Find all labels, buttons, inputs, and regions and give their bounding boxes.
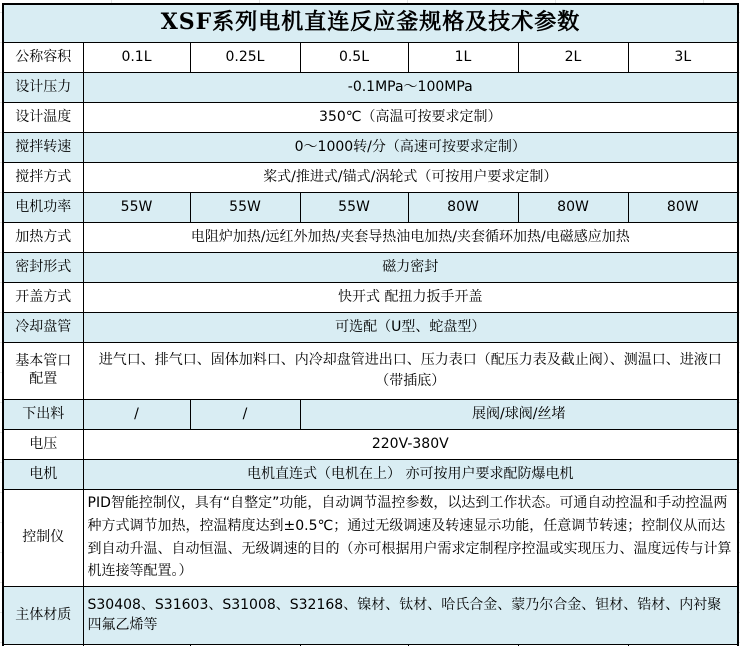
design-pressure-value: -0.1MPa～100MPa (83, 72, 738, 102)
nominal-volume-value-1: 0.1L (83, 42, 190, 72)
row-label-motor: 电机 (3, 459, 83, 489)
voltage-value: 220V-380V (83, 429, 738, 459)
row-label-cooling-coil: 冷却盘管 (3, 312, 83, 342)
row-label-motor-power: 电机功率 (3, 192, 83, 222)
row-label-bottom-discharge: 下出料 (3, 399, 83, 429)
row-label-opening-method: 开盖方式 (3, 282, 83, 312)
seal-type-value: 磁力密封 (83, 252, 738, 282)
motor-value: 电机直连式（电机在上） 亦可按用户要求配防爆电机 (83, 459, 738, 489)
nominal-volume-value-5: 2L (518, 42, 628, 72)
row-label-design-pressure: 设计压力 (3, 72, 83, 102)
row-label-controller: 控制仪 (3, 489, 83, 586)
bottom-discharge-value-1: / (83, 399, 190, 429)
design-temperature-value: 350℃（高温可按要求定制） (83, 102, 738, 132)
bottom-discharge-value-2: / (190, 399, 300, 429)
motor-power-value-6: 80W (628, 192, 738, 222)
row-label-design-temperature: 设计温度 (3, 102, 83, 132)
row-label-port-configuration: 基本管口配置 (3, 342, 83, 399)
motor-power-value-1: 55W (83, 192, 190, 222)
controller-value: PID智能控制仪，具有“自整定”功能，自动调节温控参数，以达到工作状态。可通自动控温和手动控温两种方式调节加热，控温精度达到±0.5℃；通过无级调速及转速显示功能，任意调节转速；控制仪从而达到自动升温、自动恒温、无级调速的目的（亦可根据用户需求定制程序控温或实现压力、温度远传与计算机连接等配置。） (83, 489, 738, 586)
nominal-volume-value-2: 0.25L (190, 42, 300, 72)
port-configuration-value: 进气口、排气口、固体加料口、内冷却盘管进出口、压力表口（配压力表及截止阀）、测温口、进液口（带插底） (83, 342, 738, 399)
row-label-voltage: 电压 (3, 429, 83, 459)
stirring-speed-value: 0～1000转/分（高速可按要求定制） (83, 132, 738, 162)
heating-method-value: 电阻炉加热/远红外加热/夹套导热油电加热/夹套循环加热/电磁感应加热 (83, 222, 738, 252)
cooling-coil-value: 可选配（U型、蛇盘型） (83, 312, 738, 342)
main-material-value: S30408、S31603、S31008、S32168、镍材、钛材、哈氏合金、蒙乃尔合金、钽材、锆材、内衬聚四氟乙烯等 (83, 586, 738, 644)
stirring-type-value: 桨式/推进式/锚式/涡轮式（可按用户要求定制） (83, 162, 738, 192)
row-label-main-material: 主体材质 (3, 586, 83, 644)
row-label-seal-type: 密封形式 (3, 252, 83, 282)
row-label-heating-method: 加热方式 (3, 222, 83, 252)
nominal-volume-value-4: 1L (408, 42, 518, 72)
bottom-discharge-merged-value: 展阀/球阀/丝堵 (300, 399, 738, 429)
row-label-stirring-type: 搅拌方式 (3, 162, 83, 192)
opening-method-value: 快开式 配扭力扳手开盖 (83, 282, 738, 312)
table-title: XSF系列电机直连反应釜规格及技术参数 (3, 4, 738, 42)
nominal-volume-value-6: 3L (628, 42, 738, 72)
motor-power-value-4: 80W (408, 192, 518, 222)
motor-power-value-2: 55W (190, 192, 300, 222)
motor-power-value-5: 80W (518, 192, 628, 222)
nominal-volume-value-3: 0.5L (300, 42, 408, 72)
spec-table (2, 3, 739, 646)
motor-power-value-3: 55W (300, 192, 408, 222)
row-label-stirring-speed: 搅拌转速 (3, 132, 83, 162)
row-label-nominal-volume: 公称容积 (3, 42, 83, 72)
